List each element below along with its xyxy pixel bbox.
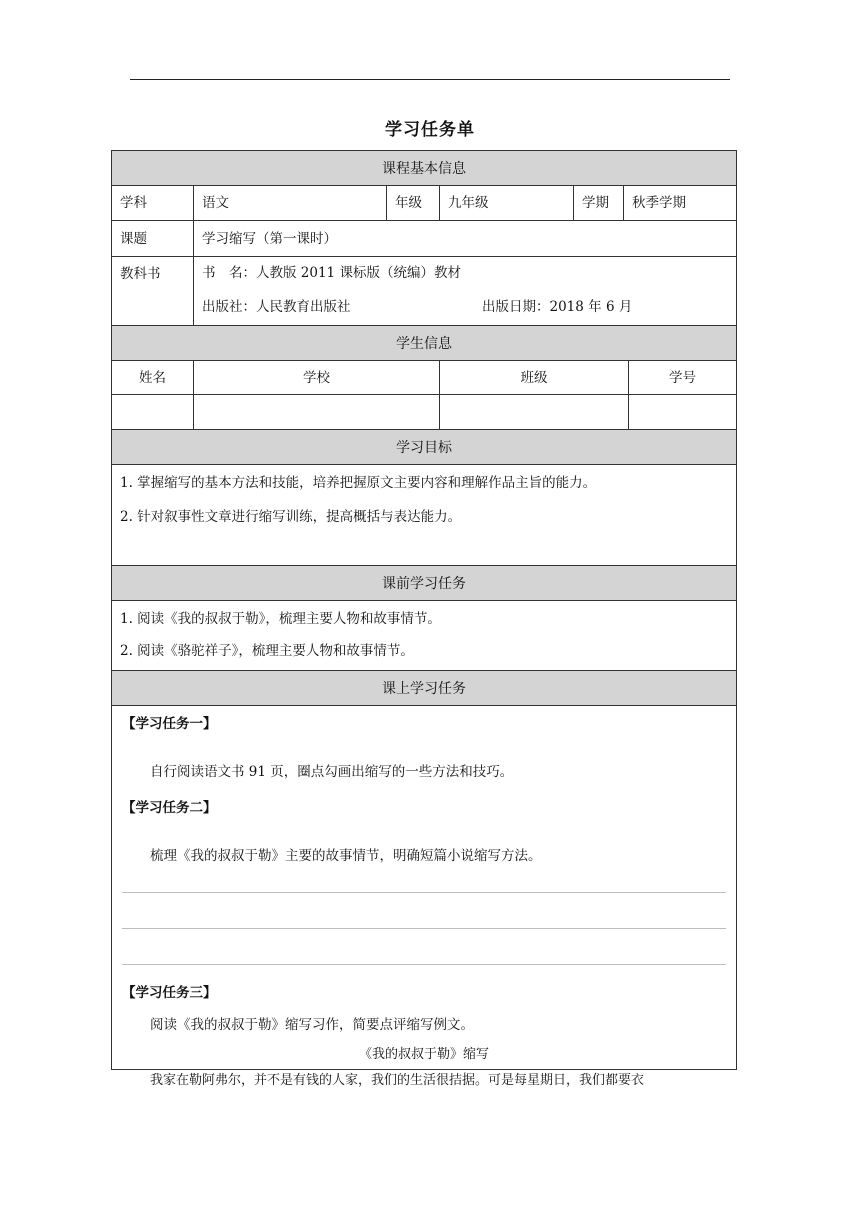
task-sheet-table <box>111 150 737 1088</box>
student-info-header-row <box>112 361 736 395</box>
pre-task-item: 1. 阅读《我的叔叔于勒》，梳理主要人物和故事情节。 <box>120 611 441 627</box>
section-header-course-info: 课程基本信息 <box>112 151 736 186</box>
textbook-name: 书 名：人教版 2011 课标版（统编）教材 <box>202 265 461 281</box>
header-rule <box>130 79 730 80</box>
class-column-label: 班级 <box>440 361 629 394</box>
id-field[interactable] <box>629 395 736 429</box>
goal-item: 1. 掌握缩写的基本方法和技能，培养把握原文主要内容和理解作品主旨的能力。 <box>120 475 597 491</box>
page-title: 学习任务单 <box>385 120 475 140</box>
grade-label: 年级 <box>387 186 440 220</box>
section-header-pre-tasks: 课前学习任务 <box>112 566 736 601</box>
grade-value: 九年级 <box>440 186 574 220</box>
name-field[interactable] <box>112 395 194 429</box>
id-column-label: 学号 <box>669 369 696 386</box>
subject-label: 学科 <box>112 186 194 220</box>
goals-block <box>112 465 736 566</box>
goal-item: 2. 针对叙事性文章进行缩写训练，提高概括与表达能力。 <box>120 509 462 525</box>
topic-row <box>112 221 736 257</box>
task1-title: 【学习任务一】 <box>122 716 217 732</box>
essay-title: 《我的叔叔于勒》缩写 <box>358 1047 489 1062</box>
section-header-student-info: 学生信息 <box>112 326 736 361</box>
term-label: 学期 <box>574 186 624 220</box>
pre-tasks-block <box>112 601 736 671</box>
subject-value: 语文 <box>194 186 387 220</box>
topic-value: 学习缩写（第一课时） <box>202 230 337 247</box>
task3-text: 阅读《我的叔叔于勒》缩写习作，简要点评缩写例文。 <box>150 1017 474 1033</box>
answer-line[interactable] <box>122 892 726 893</box>
task1-text: 自行阅读语文书 91 页，圈点勾画出缩写的一些方法和技巧。 <box>150 764 514 780</box>
textbook-label: 教科书 <box>112 257 194 325</box>
section-header-class-tasks: 课上学习任务 <box>112 671 736 706</box>
task3-title: 【学习任务三】 <box>122 985 217 1001</box>
task2-text: 梳理《我的叔叔于勒》主要的故事情节，明确短篇小说缩写方法。 <box>150 848 542 864</box>
course-info-row <box>112 186 736 221</box>
term-value: 秋季学期 <box>632 195 686 211</box>
essay-first-line: 我家在勒阿弗尔，并不是有钱的人家，我们的生活很拮据。可是每星期日，我们都要衣 <box>150 1073 645 1088</box>
publisher: 出版社：人民教育出版社 <box>202 299 351 315</box>
textbook-details <box>194 257 736 325</box>
class-tasks-block <box>112 706 736 1088</box>
school-field[interactable] <box>194 395 440 429</box>
answer-line[interactable] <box>122 928 726 929</box>
answer-line[interactable] <box>122 964 726 965</box>
publish-date: 出版日期：2018 年 6 月 <box>482 299 633 315</box>
school-column-label: 学校 <box>194 361 440 394</box>
textbook-row <box>112 257 736 326</box>
class-field[interactable] <box>440 395 629 429</box>
topic-label: 课题 <box>112 221 194 256</box>
pre-task-item: 2. 阅读《骆驼祥子》，梳理主要人物和故事情节。 <box>120 643 414 659</box>
name-column-label: 姓名 <box>112 361 194 394</box>
section-header-goals: 学习目标 <box>112 430 736 465</box>
task2-title: 【学习任务二】 <box>122 800 217 816</box>
student-info-input-row <box>112 395 736 430</box>
textbook-publish-line <box>202 297 632 317</box>
